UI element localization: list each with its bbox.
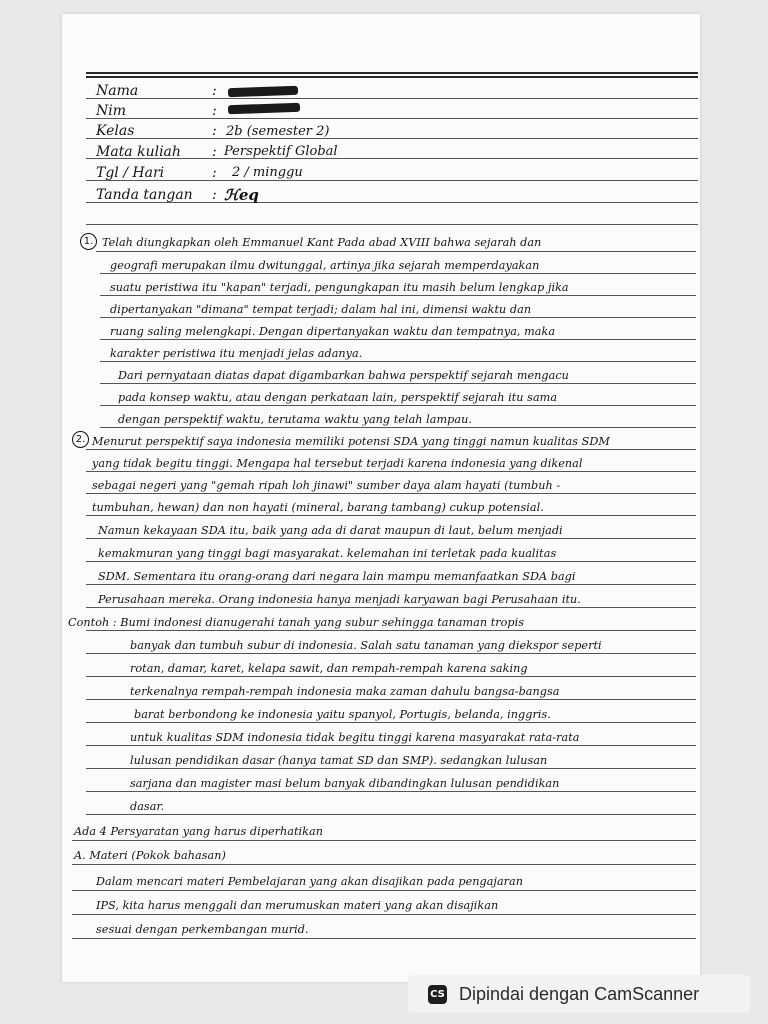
answer-line: SDM. Sementara itu orang-orang dari negara lain mampu memanfaatkan SDA bagi [98,570,576,583]
signature-mark: ℋeq [224,186,259,204]
ruled-line [86,676,696,677]
field-colon: : [212,144,217,160]
answer-line: Namun kekayaan SDA itu, baik yang ada di darat maupun di laut, belum menjadi [98,524,563,537]
answer-line: barat berbondong ke indonesia yaitu spanyol, Portugis, belanda, inggris. [134,708,551,721]
camscanner-watermark [408,975,750,1013]
answer-line: dipertanyakan "dimana" tempat terjadi; dalam hal ini, dimensi waktu dan [110,303,532,316]
ruled-line [100,317,696,318]
answer-line: sebagai negeri yang "gemah ripah loh jinawi" sumber daya alam hayati (tumbuh - [92,479,561,492]
answer-line: Ada 4 Persyaratan yang harus diperhatikan [74,825,323,838]
ruled-line [100,339,696,340]
field-colon: : [212,123,217,139]
answer-line: untuk kualitas SDM indonesia tidak begitu tinggi karena masyarakat rata-rata [130,731,580,744]
answer-line: sesuai dengan perkembangan murid. [96,923,309,936]
ruled-line [86,515,696,516]
answer-line: kemakmuran yang tinggi bagi masyarakat. kelemahan ini terletak pada kualitas [98,547,557,560]
ruled-line [86,814,696,815]
ruled-line [86,768,696,769]
ruled-line [86,138,698,139]
answer-line: pada konsep waktu, atau dengan perkataan lain, perspektif sejarah itu sama [118,391,558,404]
answer-line: dasar. [130,800,165,813]
answer-line: Perusahaan mereka. Orang indonesia hanya menjadi karyawan bagi Perusahaan itu. [98,593,581,606]
field-label-tanda-tangan: Tanda tangan [96,187,193,203]
field-value-kelas: 2b (semester 2) [226,124,330,139]
answer-line: IPS, kita harus menggali dan merumuskan materi yang akan disajikan [96,899,499,912]
answer-line: karakter peristiwa itu menjadi jelas adanya. [110,347,363,360]
ruled-line [72,890,696,891]
ruled-line [86,630,696,631]
field-colon: : [212,165,217,181]
answer-line: Dari pernyataan diatas dapat digambarkan bahwa perspektif sejarah mengacu [118,369,569,382]
answer-line: geografi merupakan ilmu dwitunggal, artinya jika sejarah memperdayakan [110,259,540,272]
field-label-nama: Nama [96,83,139,99]
answer-line: A. Materi (Pokok bahasan) [74,849,226,862]
top-rule-2 [86,76,698,78]
field-label-tgl-hari: Tgl / Hari [96,165,165,181]
camscanner-text: Dipindai dengan CamScanner [459,983,700,1004]
ruled-line [86,722,696,723]
answer-line: banyak dan tumbuh subur di indonesia. Salah satu tanaman yang diekspor seperti [130,639,602,652]
ruled-line [86,607,696,608]
ruled-line [86,791,696,792]
ruled-line [100,295,696,296]
answer-line: lulusan pendidikan dasar (hanya tamat SD dan SMP). sedangkan lulusan [130,754,548,767]
answer-line: rotan, damar, karet, kelapa sawit, dan rempah-rempah karena saking [130,662,528,675]
answer-line: Menurut perspektif saya indonesia memiliki potensi SDA yang tinggi namun kualitas SDM [92,435,610,448]
question-2-number: 2. [72,431,89,448]
answer-line: ruang saling melengkapi. Dengan dipertanyakan waktu dan tempatnya, maka [110,325,556,338]
answer-line: Contoh : Bumi indonesi dianugerahi tanah yang subur sehingga tanaman tropis [68,616,525,629]
ruled-line [72,914,696,915]
ruled-line [72,938,696,939]
ruled-line [86,449,696,450]
answer-line: dengan perspektif waktu, terutama waktu yang telah lampau. [118,413,472,426]
field-label-kelas: Kelas [96,123,135,139]
answer-line: terkenalnya rempah-rempah indonesia maka zaman dahulu bangsa-bangsa [130,685,560,698]
field-colon: : [212,187,217,203]
ruled-line [100,273,696,274]
field-label-nim: Nim [96,103,127,119]
camscanner-logo-icon: CS [428,985,447,1004]
top-rule [86,72,698,74]
ruled-line [86,180,698,181]
ruled-line [86,493,696,494]
ruled-line [72,864,696,865]
ruled-line [100,405,696,406]
field-colon: : [212,83,217,99]
answer-line: yang tidak begitu tinggi. Mengapa hal tersebut terjadi karena indonesia yang dikenal [92,457,583,470]
ruled-line [86,699,696,700]
ruled-line [86,224,698,225]
field-value-tgl-hari: 2 / minggu [232,165,303,180]
answer-line: sarjana dan magister masi belum banyak dibandingkan lulusan pendidikan [130,777,560,790]
ruled-line [86,584,696,585]
ruled-line [86,118,698,119]
field-colon: : [212,103,217,119]
answer-line: Dalam mencari materi Pembelajaran yang akan disajikan pada pengajaran [96,875,524,888]
ruled-line [86,471,696,472]
field-label-mata-kuliah: Mata kuliah [96,144,181,160]
ruled-line [86,653,696,654]
answer-line: Telah diungkapkan oleh Emmanuel Kant Pada abad XVIII bahwa sejarah dan [102,236,542,249]
ruled-line [100,383,696,384]
field-value-mata-kuliah: Perspektif Global [224,144,338,159]
ruled-line [86,561,696,562]
ruled-line [100,427,696,428]
ruled-line [86,745,696,746]
question-1-number: 1. [80,233,97,250]
answer-line: suatu peristiwa itu "kapan" terjadi, pengungkapan itu masih belum lengkap jika [110,281,569,294]
ruled-line [96,251,696,252]
ruled-line [100,361,696,362]
ruled-line [72,840,696,841]
answer-line: tumbuhan, hewan) dan non hayati (mineral, barang tambang) cukup potensial. [92,501,544,514]
ruled-line [86,98,698,99]
ruled-line [86,538,696,539]
